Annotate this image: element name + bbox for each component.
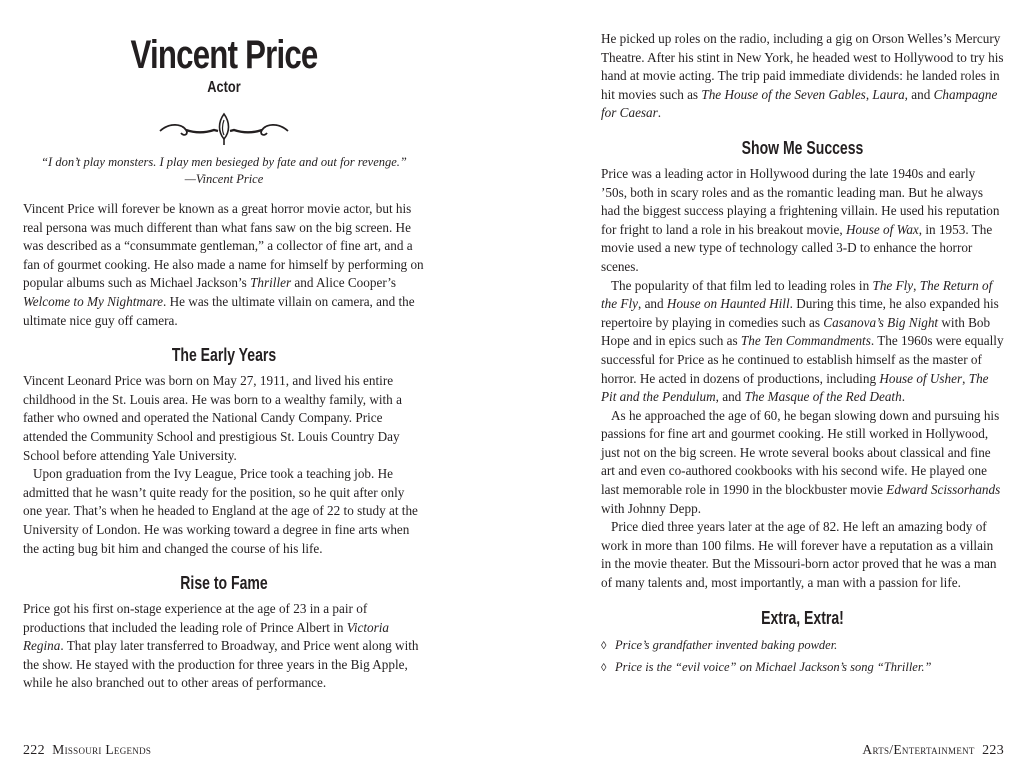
diamond-bullet-icon: ◊ — [601, 639, 607, 652]
intro-paragraph: Vincent Price will forever be known as a great horror movie actor, but his real persona was much different than what fans saw on the big screen. He was described as a “consummate gentleman,” a collector of fine art, and a fan of gourmet cooking. He also made a name for himself by performing on popular albums such as Michael Jackson’s Thriller and Alice Cooper’s Welcome to My Nightmare. He was the ultimate villain on camera, and the ultimate nice guy off camera. — [23, 201, 424, 328]
right-column — [601, 30, 1004, 679]
epigraph-attribution: —Vincent Price — [184, 172, 264, 186]
spacer — [23, 188, 425, 200]
running-head: Missouri Legends — [52, 742, 152, 757]
success-paragraph-2: The popularity of that film led to leading roles in The Fly, The Return of the Fly, and House on Haunted Hill. During this time, he also expanded his repertoire by playing in comedies such as Casanova’s Big Night with Bob Hope and in epics such as The Ten Commandments. The 1960s were equally successful for Price as he continued to establish himself as the master of horror. He acted in dozens of productions, including House of Usher, The Pit and the Pendulum, and The Masque of the Red Death. — [601, 277, 1004, 405]
right-page — [512, 0, 1024, 781]
heading-rise-to-fame: Rise to Fame — [180, 573, 268, 594]
heading-early-years: The Early Years — [171, 345, 277, 366]
ornament-divider-icon — [156, 112, 292, 146]
heading-extra-extra: Extra, Extra! — [761, 607, 844, 628]
left-folio — [23, 742, 151, 759]
epigraph-quote: “I don’t play monsters. I play men besieged by fate and out for revenge.” — [41, 155, 407, 169]
list-item: ◊ Price’s grandfather invented baking powder. — [601, 635, 1004, 657]
success-paragraph-3: As he approached the age of 60, he began slowing down and pursuing his passions for fine art and gourmet cooking. He still worked in Hollywood, just not on the big screen. He wrote several books about classical and fine art and even co-authored cookbooks with his second wife. He played one last memorable role in 1990 in the blockbuster movie Edward Scissorhands with Johnny Depp. — [601, 407, 1001, 516]
page-number: 223 — [982, 743, 1004, 758]
radio-paragraph: He picked up roles on the radio, including a gig on Orson Welles’s Mercury Theatre. After his stint in New York, he headed west to Hollywood to try his hand at movie acting. The trip paid immediate dividends: he landed roles in hit movies such as The House of the Seven Gables, Laura, and Champagne for Caesar. — [601, 31, 1004, 121]
early-years-paragraph-2: Upon graduation from the Ivy League, Price took a teaching job. He admitted that he wasn’t quite ready for the position, so he quit after only one year. That’s when he headed to England at the age of 22 to study at the University of London. He was working toward a degree in fine arts when the acting bug bit him and changed the course of his life. — [23, 466, 418, 556]
success-paragraph-4: Price died three years later at the age of 82. He left an amazing body of work in more than 100 films. He will forever have a reputation as a villain in the movie theater. But the Missouri-born actor proved that he was a man of many talents and, most importantly, a man with a passion for life. — [601, 519, 997, 591]
rise-paragraph: Price got his first on-stage experience at the age of 23 in a pair of productions that included the leading role of Prince Albert in Victoria Regina. That play later transferred to Broadway, and Price went along with the show. He stayed with the production for three years in the Big Apple, while he also branched out to other areas of performance. — [23, 601, 419, 691]
diamond-bullet-icon: ◊ — [601, 661, 607, 674]
left-column — [23, 30, 425, 693]
list-item: ◊ Price is the “evil voice” on Michael Jackson’s song “Thriller.” — [601, 657, 1004, 679]
early-years-paragraph-1: Vincent Leonard Price was born on May 27, 1911, and lived his entire childhood in the St. Louis area. He was born to a wealthy family, with a father who owned and operated the National Candy Company. Price attended the Community School and prestigious St. Louis Country Day School before attending Yale University. — [23, 373, 402, 463]
chapter-subtitle: Actor — [207, 79, 241, 96]
success-paragraph-1: Price was a leading actor in Hollywood during the late 1940s and early ’50s, both in scary roles and as the romantic leading man. But he always had the biggest success playing a frightening villain. He used his reputation for fright to land a role in his breakout movie, House of Wax, in 1953. The movie used a new type of technology called 3-D to enhance the horror scenes. — [601, 165, 1000, 274]
heading-show-me-success: Show Me Success — [741, 137, 864, 158]
running-head: Arts/Entertainment — [862, 742, 975, 757]
extra-facts-list — [601, 635, 1004, 679]
chapter-title: Vincent Price — [130, 33, 318, 77]
page-number: 222 — [23, 743, 45, 758]
right-folio — [862, 742, 1004, 759]
